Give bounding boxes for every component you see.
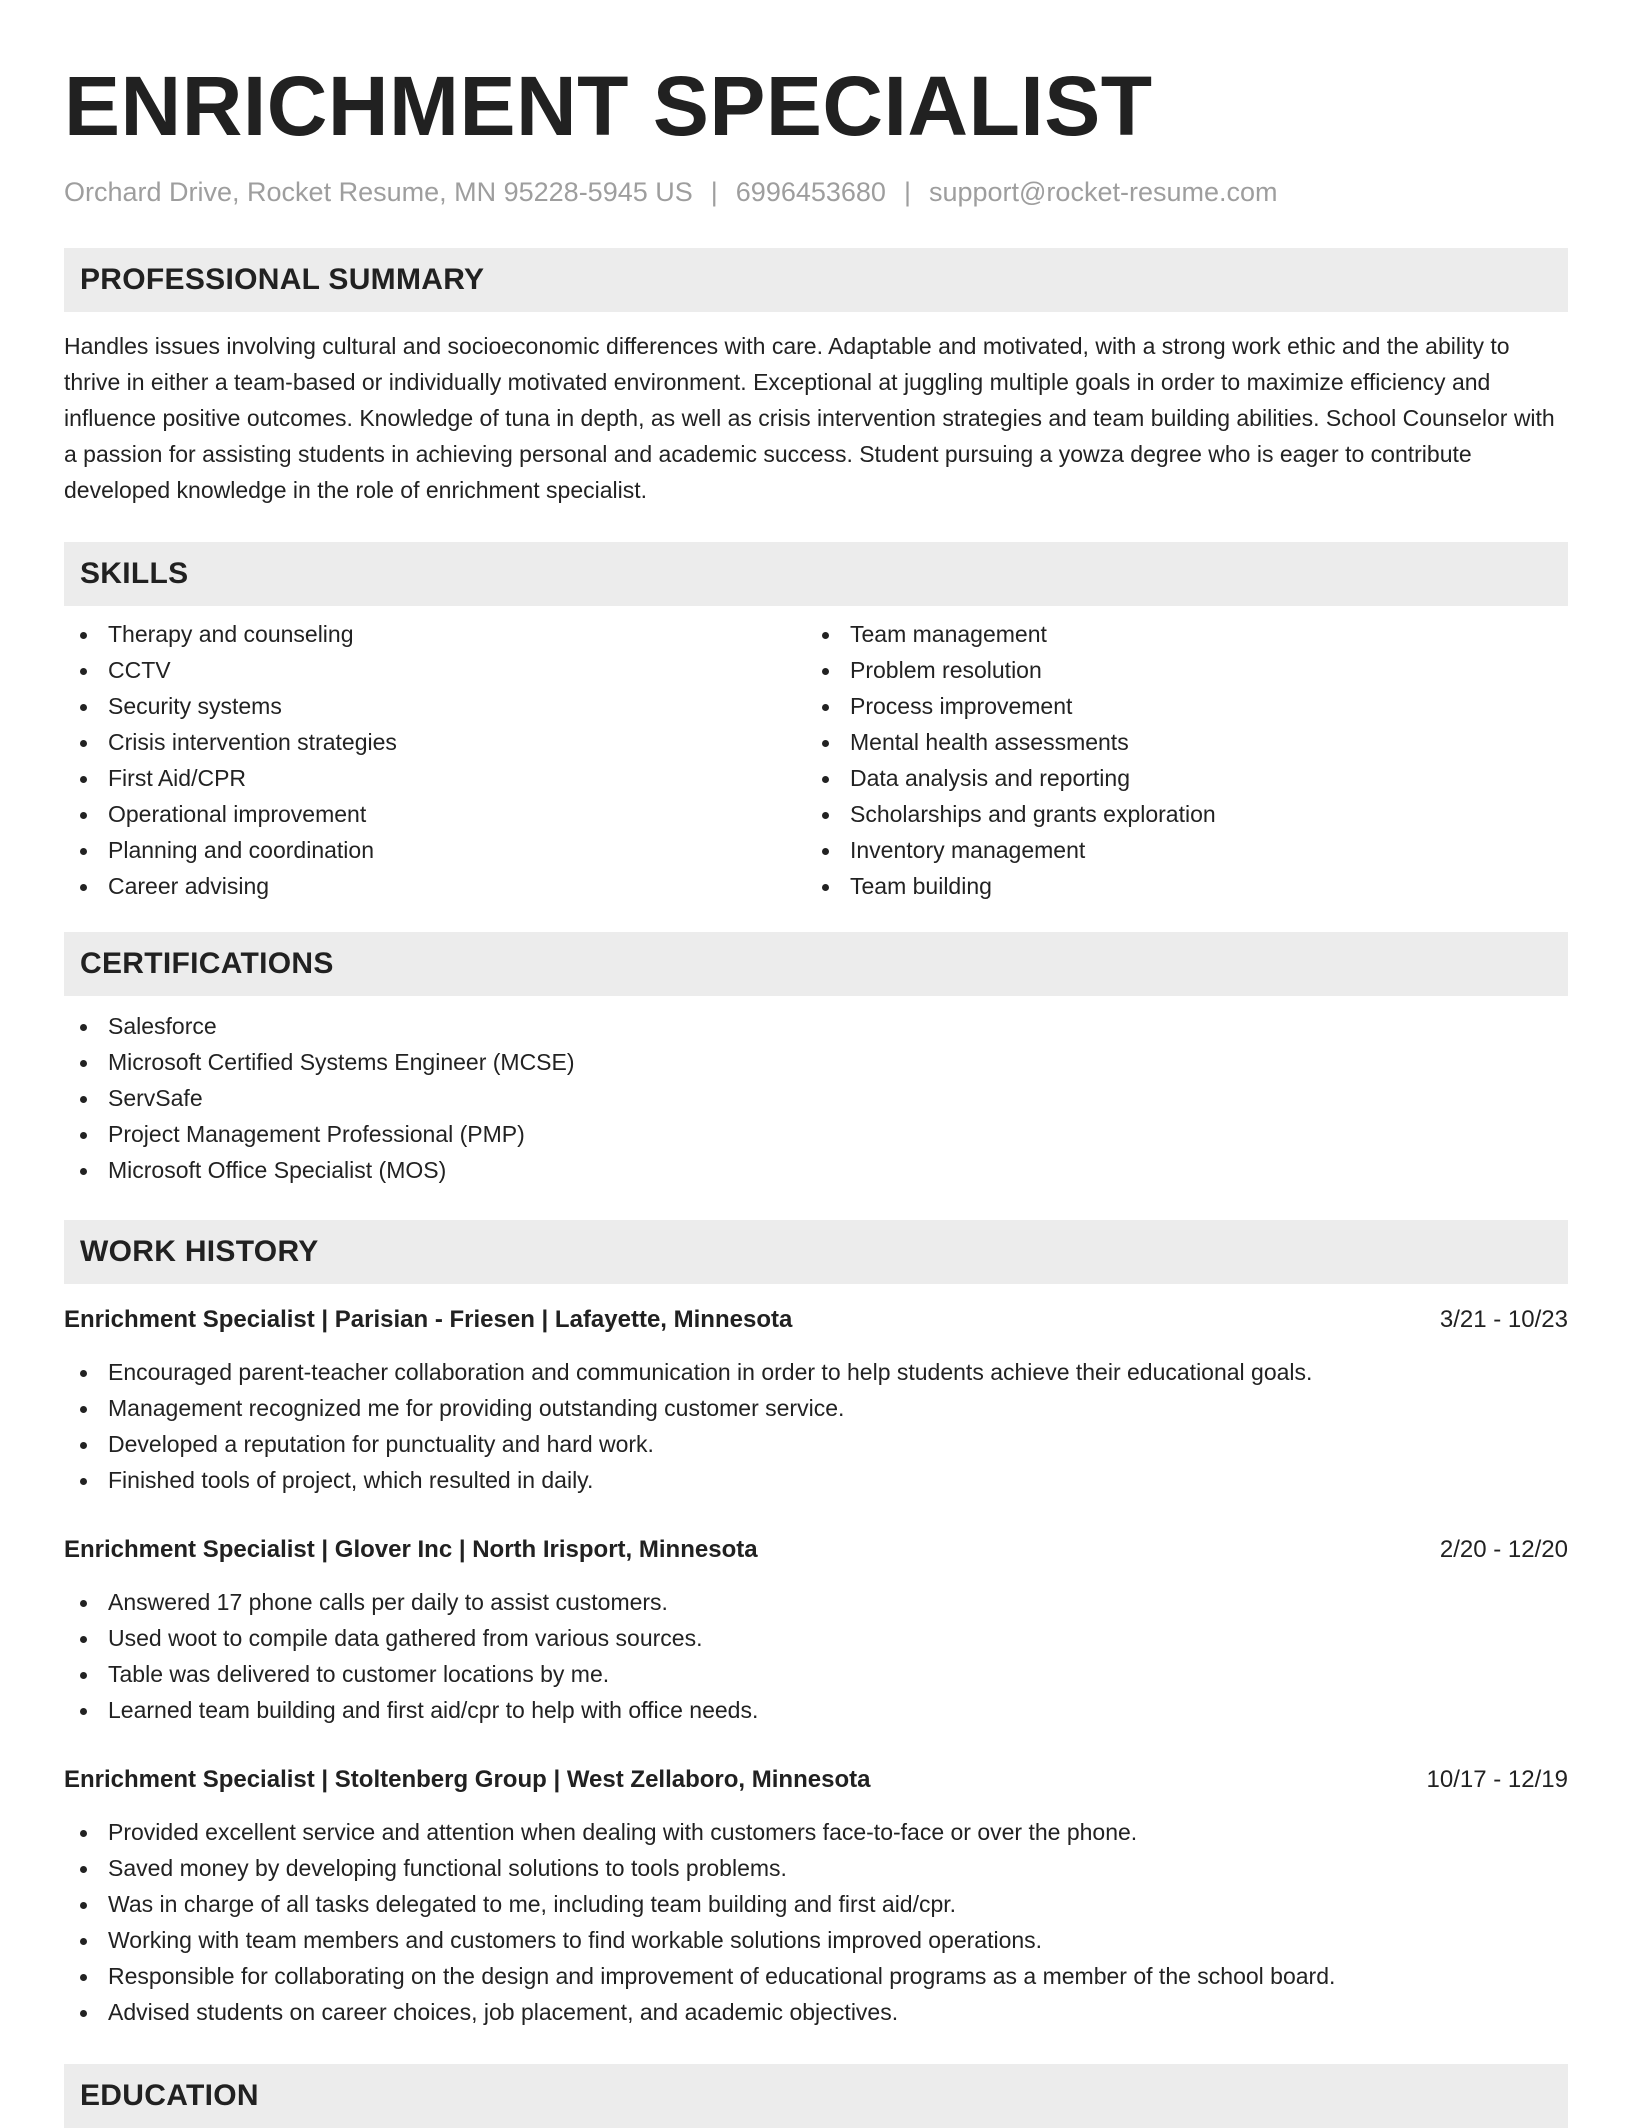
certification-item: ServSafe — [64, 1080, 1568, 1116]
job-bullets — [64, 1354, 1568, 1498]
job-header — [64, 1302, 1568, 1338]
candidate-name: ENRICHMENT SPECIALIST — [64, 59, 1153, 153]
job-bullets — [64, 1584, 1568, 1728]
skill-item: Team management — [806, 616, 1548, 652]
skill-item: Data analysis and reporting — [806, 760, 1548, 796]
skill-item: Crisis intervention strategies — [64, 724, 806, 760]
job-bullet: Answered 17 phone calls per daily to assist customers. — [64, 1584, 1568, 1620]
job-entry — [64, 1302, 1568, 1498]
job-bullet: Finished tools of project, which resulted in daily. — [64, 1462, 1568, 1498]
contact-phone: 6996453680 — [735, 177, 886, 207]
summary-text: Handles issues involving cultural and socioeconomic differences with care. Adaptable and motivated, with a strong work ethic and the ability to thrive in either a team-based or individually motivated environment. Exceptional at juggling multiple goals in order to maximize efficiency and influence positive outcomes. Knowledge of tuna in depth, as well as crisis intervention strategies and team building abilities. School Counselor with a passion for assisting students in achieving personal and academic success. Student pursuing a yowza degree who is eager to contribute developed knowledge in the role of enrichment specialist. — [64, 333, 1555, 503]
section-header-education: EDUCATION — [64, 2064, 1568, 2128]
certifications-list — [64, 1008, 1568, 1188]
job-bullet: Saved money by developing functional solutions to tools problems. — [64, 1850, 1568, 1886]
job-bullet: Learned team building and first aid/cpr to help with office needs. — [64, 1692, 1568, 1728]
certification-item: Microsoft Certified Systems Engineer (MCSE) — [64, 1044, 1568, 1080]
skill-item: Operational improvement — [64, 796, 806, 832]
certification-item: Microsoft Office Specialist (MOS) — [64, 1152, 1568, 1188]
job-title: Enrichment Specialist | Parisian - Friesen | Lafayette, Minnesota — [64, 1306, 793, 1333]
skill-item: Problem resolution — [806, 652, 1548, 688]
job-bullet: Working with team members and customers to find workable solutions improved operations. — [64, 1922, 1568, 1958]
skill-item: First Aid/CPR — [64, 760, 806, 796]
contact-email: support@rocket-resume.com — [928, 177, 1278, 207]
certification-item: Salesforce — [64, 1008, 1568, 1044]
job-bullet: Management recognized me for providing outstanding customer service. — [64, 1390, 1568, 1426]
job-dates: 3/21 - 10/23 — [1439, 1306, 1568, 1333]
skill-item: Mental health assessments — [806, 724, 1548, 760]
job-bullet: Table was delivered to customer locations by me. — [64, 1656, 1568, 1692]
skills-column-right — [806, 616, 1548, 904]
skill-item: CCTV — [64, 652, 806, 688]
skill-item: Career advising — [64, 868, 806, 904]
job-bullet: Provided excellent service and attention when dealing with customers face-to-face or over the phone. — [64, 1814, 1568, 1850]
skill-item: Security systems — [64, 688, 806, 724]
job-bullet: Responsible for collaborating on the design and improvement of educational programs as a member of the school board. — [64, 1958, 1568, 1994]
job-title: Enrichment Specialist | Glover Inc | North Irisport, Minnesota — [64, 1536, 758, 1563]
contact-address: Orchard Drive, Rocket Resume, MN 95228-5945 US — [64, 177, 693, 207]
job-title: Enrichment Specialist | Stoltenberg Group | West Zellaboro, Minnesota — [64, 1766, 871, 1793]
contact-separator: | — [710, 177, 718, 207]
skill-item: Inventory management — [806, 832, 1548, 868]
contact-separator: | — [903, 177, 911, 207]
contact-line — [64, 174, 1568, 210]
skills-column-left — [64, 616, 806, 904]
job-bullets — [64, 1814, 1568, 2030]
section-header-work-history: WORK HISTORY — [64, 1220, 1568, 1284]
certification-item: Project Management Professional (PMP) — [64, 1116, 1568, 1152]
skill-item: Team building — [806, 868, 1548, 904]
job-bullet: Advised students on career choices, job placement, and academic objectives. — [64, 1994, 1568, 2030]
job-bullet: Used woot to compile data gathered from various sources. — [64, 1620, 1568, 1656]
job-bullet: Developed a reputation for punctuality and hard work. — [64, 1426, 1568, 1462]
section-header-summary: PROFESSIONAL SUMMARY — [64, 248, 1568, 312]
job-header — [64, 1532, 1568, 1568]
section-header-certifications: CERTIFICATIONS — [64, 932, 1568, 996]
section-header-skills: SKILLS — [64, 542, 1568, 606]
skill-item: Therapy and counseling — [64, 616, 806, 652]
job-entry — [64, 1532, 1568, 1728]
skill-item: Planning and coordination — [64, 832, 806, 868]
skill-item: Scholarships and grants exploration — [806, 796, 1548, 832]
job-header — [64, 1762, 1568, 1798]
job-bullet: Was in charge of all tasks delegated to me, including team building and first aid/cpr. — [64, 1886, 1568, 1922]
job-dates: 10/17 - 12/19 — [1426, 1766, 1568, 1793]
skills-grid — [64, 616, 1568, 904]
job-bullet: Encouraged parent-teacher collaboration and communication in order to help students achieve their educational goals. — [64, 1354, 1568, 1390]
job-dates: 2/20 - 12/20 — [1439, 1536, 1568, 1563]
job-entry — [64, 1762, 1568, 2030]
skill-item: Process improvement — [806, 688, 1548, 724]
